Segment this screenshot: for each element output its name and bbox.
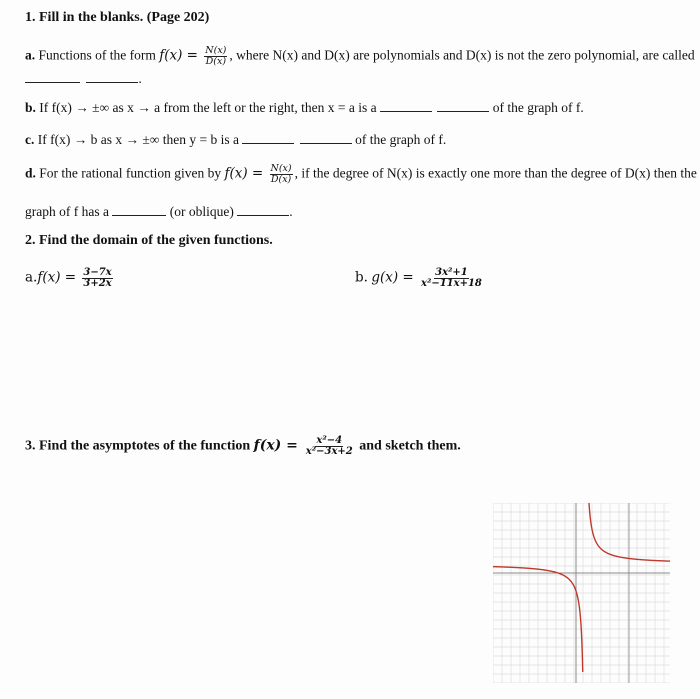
q1d-fx: f(x) = [224,165,268,182]
q1a-blank-2[interactable] [86,70,138,83]
q1a-line [25,46,695,67]
q2a-fx: f(x) = [37,269,81,286]
q3-numerator: x²−4 [316,435,343,446]
q3-fraction [305,436,354,457]
q2b-line [355,268,485,289]
q1d-text2: , if the degree of N(x) is exactly one more than the degree of D(x) then the [294,165,697,181]
q3-text1: 3. Find the asymptotes of the function [25,438,254,454]
q1b-blank-1[interactable] [380,99,432,112]
q1c-line [25,131,446,148]
q1a-label: a. [25,47,36,63]
q2b-numerator: 3x²+1 [435,267,468,278]
q2a-line [25,268,115,289]
q1a-blank-1[interactable] [25,70,80,83]
q1c-text1: If f(x) → b as x → ±∞ then y = b is a [37,132,239,147]
q1b-text2: of the graph of f. [492,100,584,115]
q1b-label: b. [25,100,36,115]
q1d-denominator: D(x) [270,174,292,185]
q1d-numerator: N(x) [270,163,292,174]
q1d-text4: (or oblique) [169,204,234,219]
graph-grid [493,503,670,683]
q3-fx: f(x) = [253,437,303,454]
q3-line [25,436,461,457]
q3-denominator: x²−3x+2 [305,446,353,457]
q1a-text2: , where N(x) and D(x) are polynomials and D(x) is not the zero polynomial, are called [229,47,695,63]
q1d-text3: graph of f has a [25,204,109,219]
asymptote-graph [493,503,670,683]
q1d-label: d. [25,165,36,181]
q1d-line [25,164,697,185]
q1c-blank-2[interactable] [300,131,352,144]
q1a-fraction [204,46,227,67]
q2a-label: a. [25,269,38,286]
q2-title: 2. Find the domain of the given functions. [25,233,273,248]
q1a-fx: f(x) = [159,47,203,64]
q2b-fx: g(x) = [371,269,418,286]
q2a-fraction [82,268,112,289]
q1a-blank-line [25,70,142,87]
q1c-text2: of the graph of f. [355,132,447,147]
q1d-end: . [289,204,293,219]
q1-title: 1. Fill in the blanks. (Page 202) [25,10,210,25]
q1b-line [25,99,584,116]
q1a-text1: Functions of the form [38,47,160,63]
q1c-label: c. [25,132,35,147]
q2a-numerator: 3−7x [83,267,112,278]
q1b-blank-2[interactable] [437,99,489,112]
q3-text2: and sketch them. [359,438,461,454]
q2b-label: b. [355,269,368,286]
q1a-end: . [138,71,142,86]
q1c-blank-1[interactable] [242,131,294,144]
q1d-fraction [270,164,293,185]
q2b-fraction [420,268,483,289]
q1d-blank-1[interactable] [112,203,166,216]
q1d-line-2 [25,203,293,220]
q1d-text1: For the rational function given by [39,165,225,181]
q1a-numerator: N(x) [205,45,227,56]
q1b-text1: If f(x) → ±∞ as x → a from the left or the right, then x = a is a [39,100,377,115]
q2a-denominator: 3+2x [83,278,112,289]
q2b-denominator: x²−11x+18 [421,278,482,289]
q1d-blank-2[interactable] [237,203,289,216]
q1a-denominator: D(x) [205,56,227,67]
